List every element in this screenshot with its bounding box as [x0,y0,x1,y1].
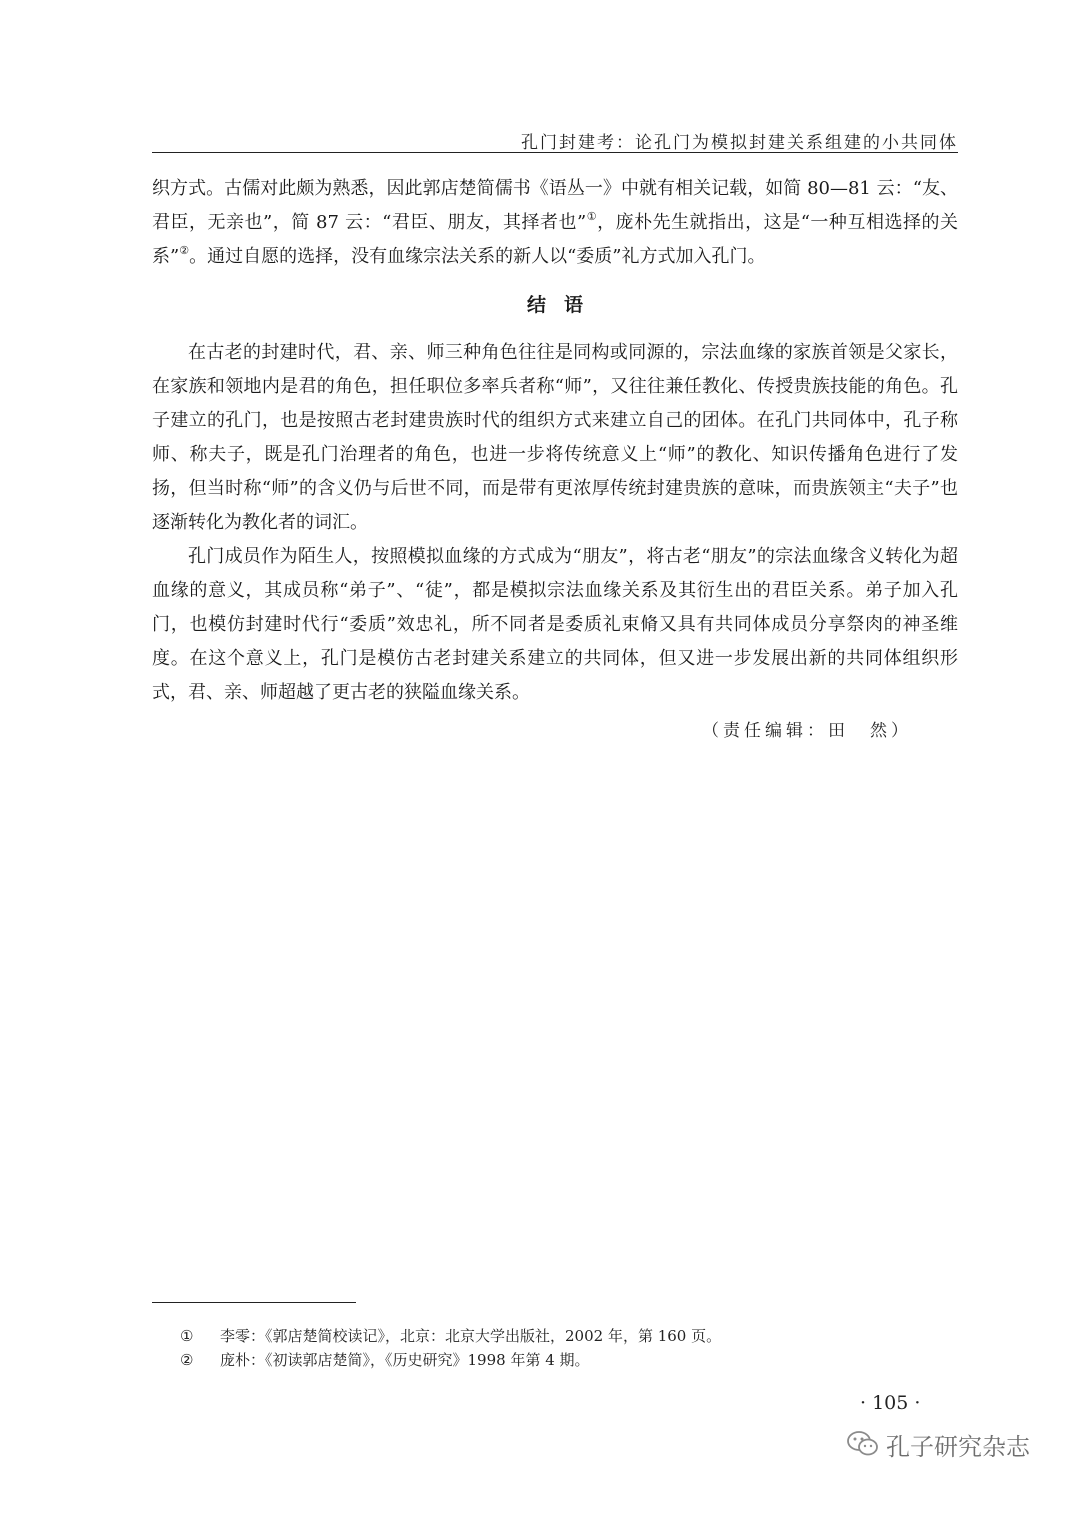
header-rule [152,152,958,153]
footnote-text: 李零：《郭店楚简校读记》，北京：北京大学出版社，2002 年，第 160 页。 [220,1327,722,1345]
watermark [846,1424,1030,1464]
paragraph-3: 孔门成员作为陌生人，按照模拟血缘的方式成为“朋友”，将古老“朋友”的宗法血缘含义转化为超血缘的意义，其成员称“弟子”、“徒”，都是模拟宗法血缘关系及其衍生出的君臣关系。弟子加入孔门，也模仿封建时代行“委质”效忠礼，所不同者是委质礼束脩又具有共同体成员分享祭肉的神圣维度。在这个意义上，孔门是模仿古老封建关系建立的共同体，但又进一步发展出新的共同体组织形式，君、亲、师超越了更古老的狭隘血缘关系。 [152,546,958,703]
paragraph-1-text-c: 。通过自愿的选择，没有血缘宗法关系的新人以“委质”礼方式加入孔门。 [189,246,766,267]
paragraph-1 [152,172,958,274]
footnote-text: 庞朴：《初读郭店楚简》，《历史研究》1998 年第 4 期。 [220,1351,590,1369]
paragraph-1-text-a: 织方式。古儒对此颇为熟悉，因此郭店楚简儒书《语丛一》中就有相关记载，如简 80—81 云：“友、君臣，无亲也”，简 87 云：“君臣、朋友，其择者也” [152,178,958,233]
footnote-ref-2[interactable]: ② [179,244,190,257]
section-title: 结语 [526,294,601,316]
editor-note: （责任编辑：田 然） [702,721,912,741]
footnote-1 [180,1324,940,1348]
paragraph-2: 在古老的封建时代，君、亲、师三种角色往往是同构或同源的，宗法血缘的家族首领是父家长，在家族和领地内是君的角色，担任职位多率兵者称“师”，又往往兼任教化、传授贵族技能的角色。孔子建立的孔门，也是按照古老封建贵族时代的组织方式来建立自己的团体。在孔门共同体中，孔子称师、称夫子，既是孔门治理者的角色，也进一步将传统意义上“师”的教化、知识传播角色进行了发扬，但当时称“师”的含义仍与后世不同，而是带有更浓厚传统封建贵族的意味，而贵族领主“夫子”也逐渐转化为教化者的词汇。 [152,342,958,533]
footnote-mark: ① [180,1327,194,1345]
footnote-2 [180,1348,940,1372]
paragraph-1-text-b: ，庞朴先生就指出，这是“一种互相选择的关系” [152,212,958,267]
running-header: 孔门封建考：论孔门为模拟封建关系组建的小共同体 [521,133,958,153]
wechat-icon [846,1429,880,1459]
footnote-rule [152,1302,356,1303]
footnotes [180,1324,940,1372]
footnote-mark: ② [180,1351,194,1369]
footnote-ref-1[interactable]: ① [586,210,598,223]
body-text [152,172,958,710]
watermark-text: 孔子研究杂志 [886,1432,1030,1461]
page-number: · 105 · [860,1392,921,1414]
